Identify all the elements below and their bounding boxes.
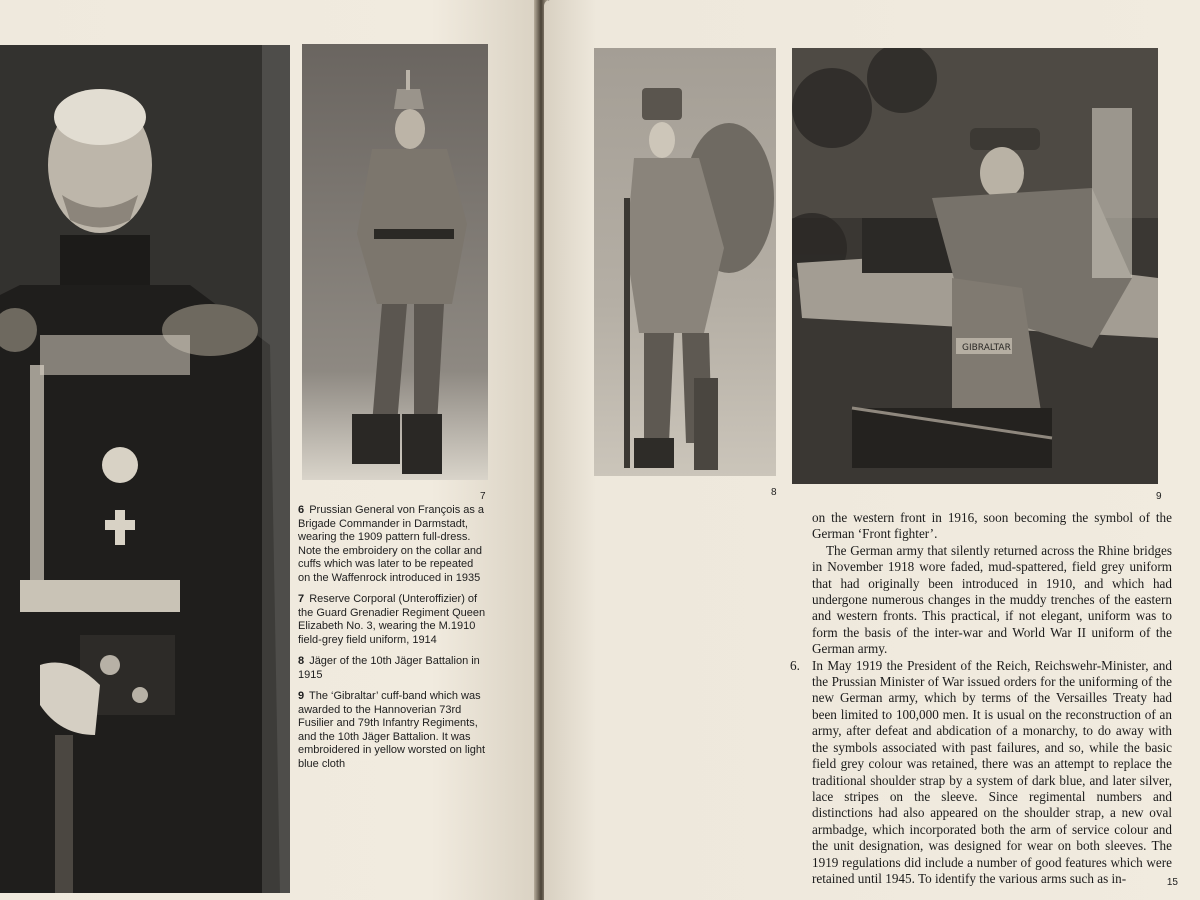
paragraph-number: 6. — [790, 657, 800, 673]
page-number: 15 — [1166, 877, 1178, 888]
figure-number-9: 9 — [1156, 491, 1162, 502]
photo-jaeger — [594, 48, 776, 476]
photo-general-von-francois — [0, 45, 290, 893]
body-paragraph-1: on the western front in 1916, soon becoming the symbol of the German ‘Front fighter’. — [812, 510, 1172, 542]
caption-9: 9 The ‘Gibraltar’ cuff-band which was awarded to the Hannoverian 73rd Fusilier and 79th Infantry Regiments, and the 10th Jäger Battalion. It was embroidered in yellow worsted on light blue cloth — [298, 690, 486, 770]
body-paragraph-2: The German army that silently returned across the Rhine bridges in November 1918 wore faded, mud-spattered, field grey uniform that had originally been introduced in 1910, and which had undergone numerous changes in the muddy trenches of the eastern and western fronts. This practical, if not elegant, uniform was to form the basis of the inter-war and World War II uniform of the German army. — [812, 542, 1172, 657]
body-paragraph-3: 6. In May 1919 the President of the Reich, Reichswehr-Minister, and the Prussian Minister of War issued orders for the uniforming of the new German army, which by terms of the Versailles Treaty had been limited to 100,000 men. It is usual on the reconstruction of an army, after defeat and abdication of a monarchy, to do away with the symbols associated with past failures, and so, while the basic field grey colour was retained, there was an attempt to replace the traditional shoulder strap by a system of dark blue, and later silver, lace stripes on the sleeve. Since regimental numbers and distinctions had also appeared on the shoulder strap, a new oval armbadge, which incorporated both the arm of service colour and the unit designation, was designed for wear on both sleeves. The 1919 regulations did include a number of good features which were retained until 1945. To identify the various arms such as in- — [790, 657, 1172, 886]
caption-6: 6 Prussian General von François as a Brigade Commander in Darmstadt, wearing the 1909 pattern full-dress. Note the embroidery on the collar and cuffs which was later to be repeated on the Waffenrock introduced in 1935 — [298, 504, 485, 584]
figure-number-8: 8 — [771, 487, 777, 498]
figure-captions — [298, 504, 488, 779]
figure-number-7: 7 — [480, 491, 486, 502]
cuff-band-lettering: GIBRALTAR — [962, 343, 1011, 353]
right-page — [544, 0, 1200, 900]
photo-gibraltar-cuff-band — [792, 48, 1158, 484]
caption-8: 8 Jäger of the 10th Jäger Battalion in 1915 — [298, 655, 480, 681]
photo-reserve-corporal — [302, 44, 488, 480]
body-text — [790, 510, 1172, 887]
caption-7: 7 Reserve Corporal (Unteroffizier) of the Guard Grenadier Regiment Queen Elizabeth No. 3, wearing the M.1910 field-grey field uniform, 1914 — [298, 593, 486, 646]
left-page — [0, 0, 540, 900]
